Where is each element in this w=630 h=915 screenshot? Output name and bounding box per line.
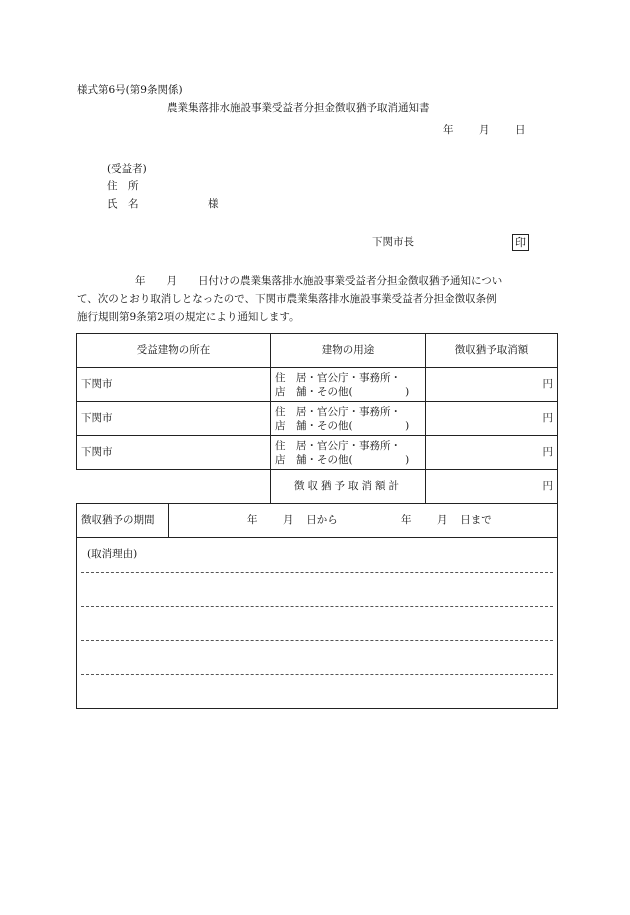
document-title: 農業集落排水施設事業受益者分担金徴収猶予取消通知書 xyxy=(167,102,430,114)
recipient-label: (受益者) xyxy=(107,163,147,175)
name-row xyxy=(107,198,219,212)
amount-cell[interactable]: 円 xyxy=(426,402,558,436)
address-row xyxy=(107,180,139,194)
seal-stamp: 印 xyxy=(512,234,529,251)
notice-body xyxy=(77,272,555,326)
table-row xyxy=(77,436,558,470)
reason-line xyxy=(81,674,553,708)
honorific: 様 xyxy=(208,198,219,210)
period-from-month: 月 xyxy=(283,513,294,526)
header-amount: 徴収猶予取消額 xyxy=(426,334,558,368)
form-number: 様式第6号(第9条関係) xyxy=(77,84,183,96)
period-to-month: 月 xyxy=(437,513,448,526)
address-label: 住 所 xyxy=(107,180,139,192)
reason-row xyxy=(77,538,558,709)
body-line-2: て、次のとおり取消しとなったので、下関市農業集落排水施設事業受益者分担金徴収条例 xyxy=(77,293,497,305)
period-value[interactable] xyxy=(169,504,558,538)
date-month: 月 xyxy=(479,124,490,136)
use-line-2: 店 舗・その他( ) xyxy=(275,453,410,466)
table-row xyxy=(77,368,558,402)
issue-date xyxy=(443,124,526,138)
date-day: 日 xyxy=(515,124,526,136)
location-cell[interactable]: 下関市 xyxy=(77,436,271,470)
issuer-title: 下関市長 xyxy=(372,236,414,248)
reason-label: (取消理由) xyxy=(87,548,138,560)
use-line-2: 店 舗・その他( ) xyxy=(275,385,410,398)
total-spacer xyxy=(77,470,271,504)
amount-cell[interactable]: 円 xyxy=(426,436,558,470)
table-row xyxy=(77,402,558,436)
use-cell[interactable] xyxy=(271,402,426,436)
name-label: 氏 名 xyxy=(107,198,139,210)
total-label: 徴収猶予取消額計 xyxy=(271,470,426,504)
total-amount-cell[interactable]: 円 xyxy=(426,470,558,504)
header-use: 建物の用途 xyxy=(271,334,426,368)
use-line-1: 住 居・官公庁・事務所・ xyxy=(275,405,401,418)
header-location: 受益建物の所在 xyxy=(77,334,271,368)
location-cell[interactable]: 下関市 xyxy=(77,368,271,402)
use-line-1: 住 居・官公庁・事務所・ xyxy=(275,439,401,452)
period-row xyxy=(77,504,558,538)
reason-line xyxy=(81,572,553,606)
cancellation-table xyxy=(76,333,558,709)
period-to-year: 年 xyxy=(401,513,412,526)
reason-line xyxy=(81,640,553,674)
location-cell[interactable]: 下関市 xyxy=(77,402,271,436)
total-row xyxy=(77,470,558,504)
period-from-day: 日から xyxy=(306,513,338,526)
period-label: 徴収猶予の期間 xyxy=(77,504,169,538)
use-cell[interactable] xyxy=(271,368,426,402)
period-from-year: 年 xyxy=(247,513,258,526)
period-to-day: 日まで xyxy=(460,513,492,526)
table-header-row xyxy=(77,334,558,368)
use-cell[interactable] xyxy=(271,436,426,470)
body-line-3: 施行規則第9条第2項の規定により通知します。 xyxy=(77,311,300,323)
reason-line xyxy=(81,606,553,640)
reason-cell[interactable] xyxy=(77,538,558,709)
use-line-2: 店 舗・その他( ) xyxy=(275,419,410,432)
body-line-1: 年 月 日付けの農業集落排水施設事業受益者分担金徴収猶予通知につい xyxy=(135,275,503,287)
date-year: 年 xyxy=(443,124,454,136)
amount-cell[interactable]: 円 xyxy=(426,368,558,402)
use-line-1: 住 居・官公庁・事務所・ xyxy=(275,371,401,384)
